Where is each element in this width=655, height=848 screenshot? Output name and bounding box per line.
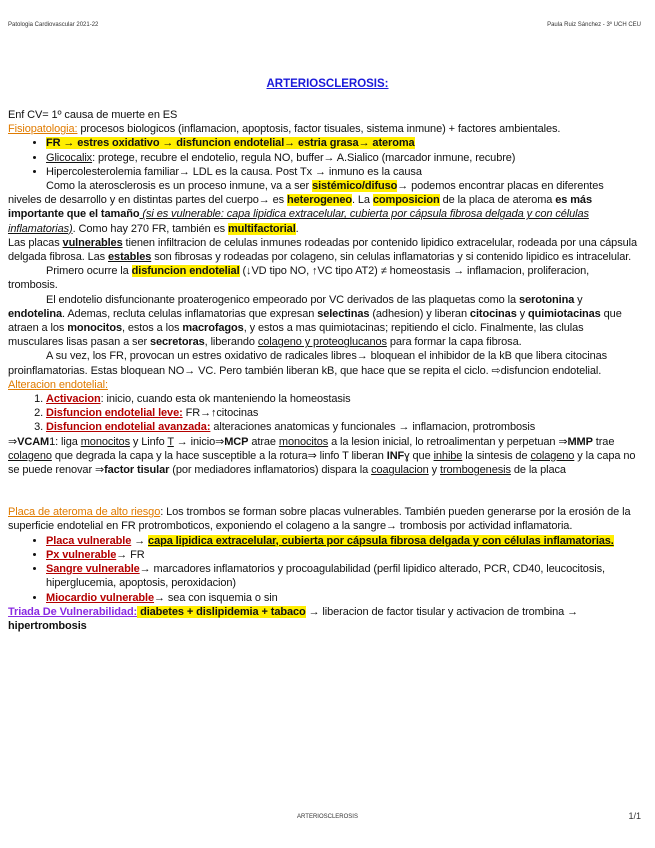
paragraph-sistemico: Como la aterosclerosis es un proceso inmune, va a ser sistémico/difuso→ podemos encontrar placas en diferentes niveles de desarrollo y en distintas partes del cuerpo→ es heterogeneo. La composicion de la placa de ateroma es más importante que el tamaño (si es vulnerable: capa lipidica extracelular, cubierta por cápsula fibrosa delgada y con células inflamatorias). Como hay 270 FR, también es multifactorial. bbox=[8, 180, 604, 235]
paragraph-estres-oxidativo: A su vez, los FR, provocan un estres oxidativo de radicales libres→ bloquean el inhibidor de la kB que libera citocinas proinflamatorias. Estas bloquean NO→ VC. Pero también liberan kB, que hace que se repita el ciclo. ⇨disfuncion endotelial. bbox=[8, 350, 608, 377]
alteracion-heading: Alteracion endotelial: bbox=[8, 378, 108, 391]
list-item: 3. Disfuncion endotelial avanzada: alteraciones anatomicas y funcionales → inflamacion, protrombosis bbox=[46, 420, 638, 434]
document-body bbox=[8, 108, 638, 633]
paragraph-vcam: ⇒VCAM1: liga monocitos y Linfo T → inicio⇒MCP atrae monocitos a la lesion inicial, lo retroalimentan y perpetuan ⇒MMP trae colageno que degrada la capa y la hace susceptible a la rotura⇒ linfo T liberan INFɣ que inhibe la sintesis de colageno y la capa no se puede renovar ⇒factor tisular (por mediadores inflamatorios) dispara la coagulacion y trombogenesis de la placa bbox=[8, 435, 636, 477]
paragraph-disfuncion: Primero ocurre la disfuncion endotelial (↓VD tipo NO, ↑VC tipo AT2) ≠ homeostasis → inflamacion, proliferacion, trombosis. bbox=[8, 265, 590, 292]
list-item: • Miocardio vulnerable→ sea con isquemia o sin bbox=[46, 591, 638, 605]
footer-title: ARTERIOSCLEROSIS bbox=[297, 814, 358, 820]
alteracion-list bbox=[8, 392, 638, 435]
list-item: 1. Activacion: inicio, cuando esta ok manteniendo la homeostasis bbox=[46, 392, 638, 406]
paragraph-triada: Triada De Vulnerabilidad: diabetes + dislipidemia + tabaco → liberacion de factor tisular y activacion de trombina → hipertrombosis bbox=[8, 605, 578, 632]
list-item: 2. Disfuncion endotelial leve: FR→↑citocinas bbox=[46, 406, 638, 420]
fisiopatologia-paragraph: Fisiopatologia: procesos biologicos (inflamacion, apoptosis, factor tisuales, sistema inmune) + factores ambientales. bbox=[8, 123, 561, 136]
paragraph-endotelio: El endotelio disfuncionante proaterogenico empeorado por VC derivados de las plaquetas como la serotonina y endotelina. Ademas, recluta celulas inflamatorias que expresan selectinas (adhesion) y liberan citocinas y quimiotacinas que atraen a los monocitos, estos a los macrofagos, y estos a mas quimiotacinas; repitiendo el ciclo. Finalmente, las clulas musculares lisas pasan a ser secretoras, liberando colageno y proteoglucanos para formar la capa fibrosa. bbox=[8, 293, 622, 349]
page-number: 1/1 bbox=[628, 811, 641, 821]
paragraph-placa-alto-riesgo: Placa de ateroma de alto riesgo: Los trombos se forman sobre placas vulnerables. También pueden generarse por la erosión de la superficie endotelial en FR protromboticos, exponiendo el colageno a la sangre→ trombosis por actividad inflamatoria. bbox=[8, 506, 631, 533]
fisiopatologia-list bbox=[8, 136, 638, 179]
paragraph-placas: Las placas vulnerables tienen infiltracion de celulas inmunes rodeadas por contenido lipidico extracelular, rodeada por una cápsula delgada fibrosa. Las estables son fibrosas y rodeadas por colageno, sin celulas inflamatorias y si contenido lipidico es intracelular. bbox=[8, 236, 637, 264]
list-item: • Glicocalix: protege, recubre el endotelio, regula NO, buffer→ A.Sialico (marcador inmune, recubre) bbox=[46, 151, 638, 165]
fisiopatologia-label: Fisiopatologia: bbox=[8, 123, 78, 136]
spacer bbox=[8, 491, 638, 505]
list-item: • Placa vulnerable → capa lipidica extracelular, cubierta por cápsula fibrosa delgada y con células inflamatorias. bbox=[46, 534, 638, 548]
intro-line: Enf CV= 1º causa de muerte en ES bbox=[8, 109, 178, 121]
page-title: ARTERIOSCLEROSIS: bbox=[266, 78, 389, 90]
list-item: • Px vulnerable→ FR bbox=[46, 548, 638, 562]
header-right: Paula Ruiz Sánchez - 3º UCH CEU bbox=[547, 22, 641, 28]
header-left: Patologia Cardiovascular 2021-22 bbox=[8, 22, 99, 28]
list-item: • Sangre vulnerable→ marcadores inflamatorios y procoagulabilidad (perfil lipidico alterado, PCR, CD40, leucocitosis, hiperglucemia, apoptosis, peroxidacion) bbox=[46, 562, 638, 590]
list-item: • FR → estres oxidativo → disfuncion endotelial→ estria grasa→ ateroma bbox=[46, 136, 638, 150]
vulnerable-list bbox=[8, 534, 638, 605]
list-item: • Hipercolesterolemia familiar→ LDL es la causa. Post Tx → inmuno es la causa bbox=[46, 165, 638, 179]
spacer bbox=[8, 477, 638, 491]
